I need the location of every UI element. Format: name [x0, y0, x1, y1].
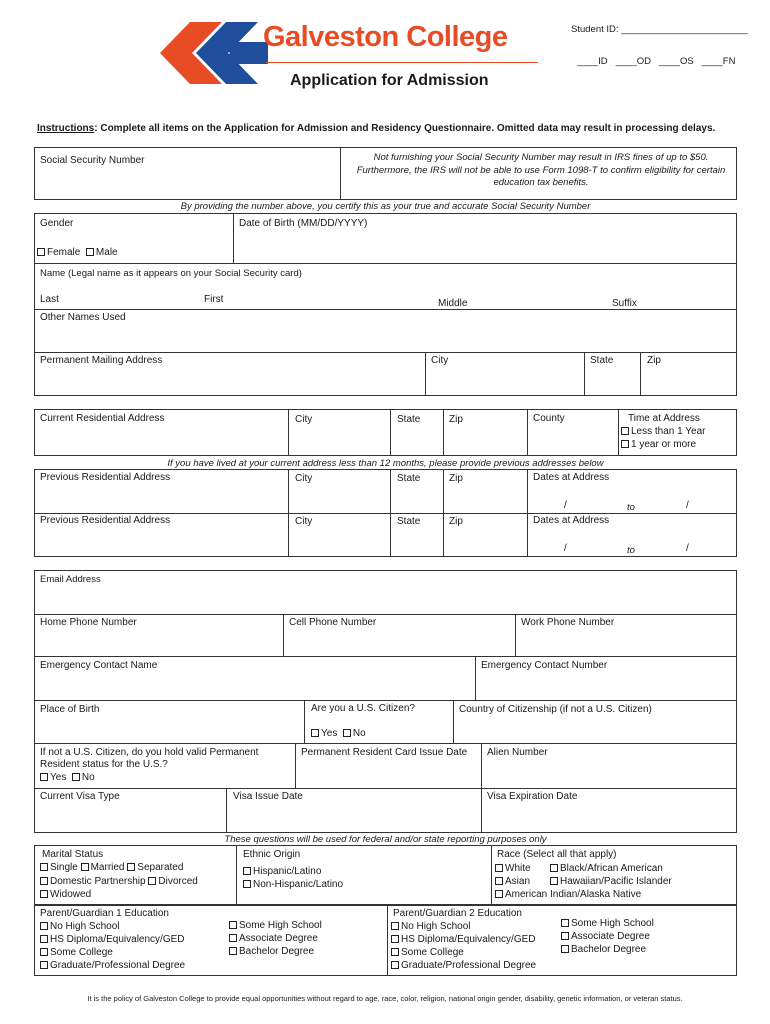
office-codes [577, 56, 735, 67]
race-label: Race (Select all that apply) [497, 849, 617, 860]
date-to: to [627, 502, 635, 513]
footer-policy: It is the policy of Galveston College to provide equal opportunities without regard to age, race, color, religion, national origin gender, disability, genetic information, or veteran status. [87, 994, 683, 1003]
code-os[interactable]: ____OS [658, 56, 694, 67]
gender-female-checkbox[interactable]: Female [37, 247, 80, 258]
marital-row-2 [40, 876, 198, 887]
residential-zip-field[interactable]: Zip [449, 414, 463, 425]
parent1-no-hs-checkbox[interactable]: No High School [40, 921, 119, 932]
mailing-state-field[interactable]: State [590, 355, 614, 366]
parent2-associate-checkbox[interactable]: Associate Degree [561, 931, 650, 942]
college-name: Galveston College [263, 21, 508, 53]
parent2-no-hs-checkbox[interactable]: No High School [391, 921, 470, 932]
date-slash: / [564, 500, 567, 511]
citizen-yes-checkbox[interactable]: Yes [311, 728, 337, 739]
instructions-label: Instructions [37, 123, 95, 134]
other-names-field[interactable]: Other Names Used [40, 312, 126, 323]
date-to: to [627, 545, 635, 556]
previous-state-2-field[interactable]: State [397, 516, 421, 527]
ssn-notice: Not furnishing your Social Security Number may result in IRS fines of up to $50. Furthermore, the IRS will not be able to use Form 1098-T to confirm eligibility for certain education tax benefits. [356, 152, 726, 188]
residential-address-field[interactable]: Current Residential Address [40, 413, 165, 424]
marital-single-checkbox[interactable]: Single [40, 862, 78, 873]
parent2-some-hs-checkbox[interactable]: Some High School [561, 918, 654, 929]
parent1-bachelor-checkbox[interactable]: Bachelor Degree [229, 946, 314, 957]
ssn-label: Social Security Number [40, 155, 145, 166]
previous-address-1-field[interactable]: Previous Residential Address [40, 472, 171, 483]
marital-label: Marital Status [42, 849, 104, 860]
home-phone-field[interactable]: Home Phone Number [40, 617, 137, 628]
mailing-zip-field[interactable]: Zip [647, 355, 661, 366]
visa-type-field[interactable]: Current Visa Type [40, 791, 120, 802]
parent1-some-college-checkbox[interactable]: Some College [40, 947, 113, 958]
resident-no-checkbox[interactable]: No [72, 772, 95, 783]
birth-place-field[interactable]: Place of Birth [40, 704, 100, 715]
previous-zip-1-field[interactable]: Zip [449, 473, 463, 484]
logo-mark-icon [160, 18, 270, 88]
previous-state-1-field[interactable]: State [397, 473, 421, 484]
citizen-options [311, 728, 366, 739]
marital-divorced-checkbox[interactable]: Divorced [148, 876, 197, 887]
parent2-bachelor-checkbox[interactable]: Bachelor Degree [561, 944, 646, 955]
time-more-checkbox[interactable]: 1 year or more [621, 439, 696, 450]
resident-card-date-field[interactable]: Permanent Resident Card Issue Date [301, 747, 468, 758]
visa-expiration-field[interactable]: Visa Expiration Date [487, 791, 578, 802]
code-od[interactable]: ____OD [615, 56, 651, 67]
cell-phone-field[interactable]: Cell Phone Number [289, 617, 377, 628]
emergency-name-field[interactable]: Emergency Contact Name [40, 660, 158, 671]
emergency-number-field[interactable]: Emergency Contact Number [481, 660, 608, 671]
ssn-certify: By providing the number above, you certify this as your true and accurate Social Security Number [180, 201, 591, 212]
code-fn[interactable]: ____FN [701, 56, 736, 67]
instructions-text: : Complete all items on the Application for Admission and Residency Questionnaire. Omitted data may result in processing delays. [94, 123, 716, 134]
residential-county-field[interactable]: County [533, 413, 565, 424]
previous-note: If you have lived at your current address less than 12 months, please provide previous addresses below [167, 458, 604, 469]
form-title: Application for Admission [290, 72, 489, 89]
marital-married-checkbox[interactable]: Married [81, 862, 125, 873]
time-at-address-label: Time at Address [628, 413, 700, 424]
marital-row-1 [40, 862, 183, 873]
gender-male-checkbox[interactable]: Male [86, 247, 118, 258]
parent1-graduate-checkbox[interactable]: Graduate/Professional Degree [40, 960, 185, 971]
parent1-hs-checkbox[interactable]: HS Diploma/Equivalency/GED [40, 934, 185, 945]
alien-number-field[interactable]: Alien Number [487, 747, 548, 758]
name-label: Name (Legal name as it appears on your Social Security card) [40, 268, 302, 279]
resident-options [40, 772, 95, 783]
date-slash: / [564, 543, 567, 554]
time-less-checkbox[interactable]: Less than 1 Year [621, 426, 706, 437]
suffix-field[interactable]: Suffix [612, 298, 637, 309]
marital-widowed-checkbox[interactable]: Widowed [40, 889, 91, 900]
previous-dates-2-label: Dates at Address [533, 515, 610, 526]
logo-underline [266, 62, 538, 63]
mailing-address-field[interactable]: Permanent Mailing Address [40, 355, 163, 366]
work-phone-field[interactable]: Work Phone Number [521, 617, 615, 628]
residential-city-field[interactable]: City [295, 414, 313, 425]
parent1-associate-checkbox[interactable]: Associate Degree [229, 933, 318, 944]
parent2-label: Parent/Guardian 2 Education [393, 908, 522, 919]
contact-section [34, 570, 737, 833]
gender-options [37, 247, 118, 258]
dob-field[interactable]: Date of Birth (MM/DD/YYYY) [239, 218, 368, 229]
parent1-some-hs-checkbox[interactable]: Some High School [229, 920, 322, 931]
reporting-note: These questions will be used for federal and/or state reporting purposes only [224, 834, 547, 845]
previous-zip-2-field[interactable]: Zip [449, 516, 463, 527]
gender-label: Gender [40, 218, 74, 229]
parent2-hs-checkbox[interactable]: HS Diploma/Equivalency/GED [391, 934, 536, 945]
date-slash: / [686, 500, 689, 511]
previous-address-2-field[interactable]: Previous Residential Address [40, 515, 171, 526]
race-hawaiian-checkbox[interactable]: Hawaiian/Pacific Islander [550, 876, 672, 887]
race-white-checkbox[interactable]: White [495, 863, 531, 874]
parent2-graduate-checkbox[interactable]: Graduate/Professional Degree [391, 960, 536, 971]
residential-state-field[interactable]: State [397, 414, 421, 425]
previous-city-2-field[interactable]: City [295, 516, 313, 527]
ethnic-hispanic-checkbox[interactable]: Hispanic/Latino [243, 866, 321, 877]
resident-question: If not a U.S. Citizen, do you hold valid Permanent Resident status for the U.S.? [40, 747, 259, 770]
code-id[interactable]: ____ID [577, 56, 608, 67]
resident-yes-checkbox[interactable]: Yes [40, 772, 66, 783]
first-name-field[interactable]: First [204, 294, 224, 305]
date-slash: / [686, 543, 689, 554]
citizenship-country-field[interactable]: Country of Citizenship (if not a U.S. Citizen) [459, 704, 652, 715]
email-field[interactable]: Email Address [40, 574, 101, 585]
parent1-label: Parent/Guardian 1 Education [40, 908, 169, 919]
student-id-field[interactable]: Student ID: ________________________ [571, 24, 748, 35]
race-black-checkbox[interactable]: Black/African American [550, 863, 663, 874]
last-name-field[interactable]: Last [40, 294, 59, 305]
race-native-checkbox[interactable]: American Indian/Alaska Native [495, 889, 641, 900]
citizen-no-checkbox[interactable]: No [343, 728, 366, 739]
marital-separated-checkbox[interactable]: Separated [127, 862, 183, 873]
mailing-city-field[interactable]: City [431, 355, 449, 366]
previous-dates-1-label: Dates at Address [533, 472, 610, 483]
visa-issue-field[interactable]: Visa Issue Date [233, 791, 303, 802]
parent2-some-college-checkbox[interactable]: Some College [391, 947, 464, 958]
instructions [37, 123, 737, 134]
previous-city-1-field[interactable]: City [295, 473, 313, 484]
ethnic-non-hispanic-checkbox[interactable]: Non-Hispanic/Latino [243, 879, 343, 890]
marital-domestic-checkbox[interactable]: Domestic Partnership [40, 876, 146, 887]
citizen-label: Are you a U.S. Citizen? [311, 703, 415, 714]
ethnic-label: Ethnic Origin [243, 849, 301, 860]
race-asian-checkbox[interactable]: Asian [495, 876, 530, 887]
middle-name-field[interactable]: Middle [438, 298, 468, 309]
